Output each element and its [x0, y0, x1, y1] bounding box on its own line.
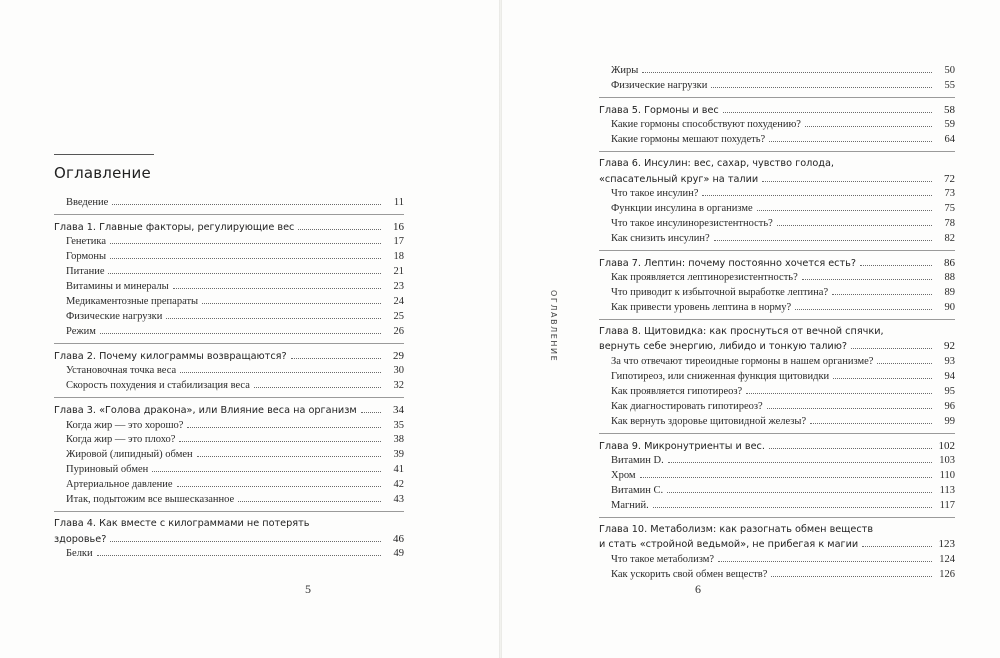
- page-ref: 94: [944, 370, 955, 382]
- page-ref: 46: [393, 532, 404, 545]
- chapter-entry[interactable]: [54, 349, 404, 365]
- page-ref: 38: [393, 434, 404, 446]
- toc-section: [599, 157, 955, 251]
- right-toc: [599, 64, 955, 590]
- right-page: [502, 0, 1000, 658]
- subsection-title: Как вернуть здоровье щитовидной железы?: [611, 415, 807, 427]
- chapter-title: Глава 9. Микронутриенты и вес.: [599, 440, 765, 452]
- chapter-title: и стать «стройной ведьмой», не прибегая к магии: [599, 539, 859, 551]
- dot-leader: [177, 486, 382, 487]
- chapter-entry[interactable]: [599, 439, 955, 455]
- subsection-title: Белки: [66, 548, 93, 559]
- dot-leader: [254, 387, 381, 388]
- subsection-title: Медикаментозные препараты: [66, 296, 199, 308]
- dot-leader: [762, 181, 932, 182]
- subsection-entry[interactable]: [54, 325, 404, 340]
- dot-leader: [112, 204, 381, 205]
- toc-section: [599, 523, 955, 586]
- page-ref: 11: [393, 197, 404, 208]
- dot-leader: [298, 229, 381, 230]
- subsection-title: Какие гормоны мешают похудеть?: [611, 134, 766, 146]
- subsection-title: Что приводит к избыточной выработке лептина?: [611, 287, 829, 299]
- subsection-entry[interactable]: [54, 265, 404, 280]
- subsection-entry[interactable]: [599, 133, 955, 148]
- dot-leader: [110, 243, 381, 244]
- heading-rule: [54, 154, 154, 155]
- subsection-title: Функции инсулина в организме: [611, 203, 753, 215]
- page-ref: 18: [393, 251, 404, 263]
- page-ref: 86: [944, 256, 955, 269]
- dot-leader: [653, 507, 932, 508]
- page-ref: 96: [944, 400, 955, 412]
- page-ref: 23: [393, 281, 404, 293]
- toc-section: [54, 403, 404, 512]
- intro-title: Введение: [66, 197, 109, 208]
- page-ref: 82: [944, 232, 955, 244]
- subsection-title: Физические нагрузки: [611, 79, 708, 91]
- subsection-entry[interactable]: [599, 499, 955, 514]
- chapter-entry[interactable]: [54, 532, 404, 548]
- subsection-title: Витамин D.: [611, 455, 664, 466]
- chapter-entry[interactable]: [54, 403, 404, 419]
- dot-leader: [179, 441, 381, 442]
- toc-section-intro: [54, 196, 404, 215]
- subsection-title: Как проявляется гипотиреоз?: [611, 385, 743, 397]
- page-ref: 103: [939, 455, 955, 466]
- page-number-left: 5: [305, 582, 311, 596]
- page-ref: 92: [944, 340, 955, 353]
- page-ref: 41: [393, 464, 404, 476]
- page-ref: 17: [393, 236, 404, 248]
- subsection-entry[interactable]: [54, 448, 404, 463]
- subsection-title: Артериальное давление: [66, 479, 173, 491]
- page-ref: 95: [944, 385, 955, 397]
- dot-leader: [723, 112, 932, 113]
- subsection-entry[interactable]: [599, 64, 955, 79]
- page-ref: 102: [938, 439, 955, 452]
- page-ref: 21: [393, 266, 404, 278]
- dot-leader: [642, 72, 932, 73]
- subsection-title: За что отвечают тиреоидные гормоны в нашем организме?: [611, 355, 874, 367]
- subsection-title: Жировой (липидный) обмен: [66, 449, 193, 461]
- chapter-title-line: Глава 10. Метаболизм: как разогнать обмен веществ: [599, 523, 874, 535]
- dot-leader: [187, 427, 381, 428]
- intro-entry[interactable]: [54, 196, 404, 211]
- subsection-title: Жиры: [611, 65, 639, 76]
- subsection-title: Гормоны: [66, 251, 107, 263]
- dot-leader: [746, 393, 932, 394]
- dot-leader: [851, 348, 932, 349]
- dot-leader: [197, 456, 381, 457]
- subsection-entry[interactable]: [54, 364, 404, 379]
- chapter-title-line: Глава 6. Инсулин: вес, сахар, чувство голода,: [599, 158, 834, 170]
- dot-leader: [152, 471, 381, 472]
- dot-leader: [202, 303, 381, 304]
- dot-leader: [180, 372, 381, 373]
- page-ref: 113: [939, 484, 955, 496]
- subsection-title: Когда жир — это плохо?: [66, 434, 176, 446]
- subsection-title: Установочная точка веса: [66, 365, 177, 377]
- page-ref: 73: [944, 188, 955, 200]
- page-ref: 93: [944, 355, 955, 367]
- chapter-entry[interactable]: [599, 339, 955, 355]
- dot-leader: [718, 561, 932, 562]
- chapter-title: Глава 1. Главные факторы, регулирующие вес: [54, 221, 295, 233]
- chapter-title-line: Глава 8. Щитовидка: как проснуться от вечной спячки,: [599, 325, 884, 337]
- dot-leader: [110, 258, 381, 259]
- dot-leader: [832, 294, 932, 295]
- chapter-title: Глава 2. Почему килограммы возвращаются?: [54, 350, 287, 362]
- subsection-entry[interactable]: [54, 478, 404, 493]
- dot-leader: [110, 541, 381, 542]
- page-ref: 78: [944, 217, 955, 229]
- subsection-title: Витамин С.: [611, 484, 664, 496]
- dot-leader: [795, 309, 932, 310]
- subsection-title: Как диагностировать гипотиреоз?: [611, 400, 763, 412]
- page-ref: 16: [393, 220, 404, 233]
- dot-leader: [802, 279, 932, 280]
- subsection-title: Что такое инсулин?: [611, 188, 699, 200]
- subsection-title: Скорость похудения и стабилизация веса: [66, 380, 250, 392]
- subsection-entry[interactable]: [599, 454, 955, 469]
- dot-leader: [862, 546, 932, 547]
- chapter-entry[interactable]: [599, 537, 955, 553]
- page-ref: 58: [944, 103, 955, 116]
- page-ref: 34: [393, 404, 404, 417]
- chapter-title: Глава 3. «Голова дракона», или Влияние веса на организм: [54, 405, 357, 417]
- subsection-title: Итак, подытожим все вышесказанное: [66, 494, 235, 506]
- subsection-entry[interactable]: [599, 469, 955, 484]
- subsection-entry[interactable]: [599, 118, 955, 133]
- dot-leader: [877, 363, 932, 364]
- dot-leader: [771, 576, 932, 577]
- subsection-entry[interactable]: [599, 385, 955, 400]
- page-ref: 99: [944, 415, 955, 427]
- dot-leader: [757, 210, 932, 211]
- subsection-title: Как привести уровень лептина в норму?: [611, 302, 792, 314]
- page-ref: 30: [393, 365, 404, 377]
- subsection-entry[interactable]: [599, 400, 955, 415]
- page-ref: 59: [944, 119, 955, 131]
- running-head: ОГЛАВЛЕНИЕ: [549, 290, 558, 363]
- subsection-title: Как проявляется лептинорезистентность?: [611, 272, 798, 284]
- page-ref: 24: [393, 296, 404, 308]
- chapter-entry[interactable]: [599, 256, 955, 272]
- subsection-entry[interactable]: [599, 484, 955, 499]
- subsection-title: Как ускорить свой обмен веществ?: [611, 568, 768, 580]
- subsection-entry[interactable]: [54, 433, 404, 448]
- page-ref: 32: [393, 380, 404, 392]
- dot-leader: [769, 141, 932, 142]
- subsection-entry[interactable]: [599, 568, 955, 583]
- dot-leader: [166, 318, 381, 319]
- subsection-entry[interactable]: [599, 370, 955, 385]
- page-ref: 25: [393, 310, 404, 322]
- subsection-entry[interactable]: [599, 232, 955, 247]
- toc-section: [599, 103, 955, 152]
- subsection-entry[interactable]: [599, 187, 955, 202]
- subsection-title: Хром: [611, 469, 636, 481]
- page-ref: 35: [393, 419, 404, 431]
- subsection-entry[interactable]: [599, 355, 955, 370]
- page-ref: 29: [393, 349, 404, 362]
- subsection-entry[interactable]: [599, 553, 955, 568]
- chapter-title: Глава 5. Гормоны и вес: [599, 104, 719, 116]
- subsection-title: Витамины и минералы: [66, 281, 169, 293]
- subsection-entry[interactable]: [54, 280, 404, 295]
- dot-leader: [640, 477, 932, 478]
- dot-leader: [711, 87, 932, 88]
- subsection-entry[interactable]: [599, 202, 955, 217]
- subsection-entry[interactable]: [599, 217, 955, 232]
- toc-section: [54, 517, 404, 565]
- page-ref: 75: [944, 203, 955, 215]
- toc-section: [599, 256, 955, 320]
- dot-leader: [238, 501, 381, 502]
- toc-heading: Оглавление: [54, 164, 151, 182]
- dot-leader: [667, 492, 932, 493]
- page-ref: 50: [944, 65, 955, 76]
- subsection-title: Физические нагрузки: [66, 310, 163, 322]
- page-ref: 39: [393, 449, 404, 461]
- dot-leader: [97, 555, 381, 556]
- dot-leader: [108, 273, 381, 274]
- page-ref: 42: [393, 479, 404, 491]
- page-ref: 124: [939, 553, 955, 565]
- subsection-title: Генетика: [66, 236, 107, 248]
- subsection-title: Магний.: [611, 499, 649, 511]
- page-ref: 89: [944, 287, 955, 299]
- subsection-title: Гипотиреоз, или сниженная функция щитовидки: [611, 370, 830, 382]
- dot-leader: [291, 358, 381, 359]
- subsection-entry[interactable]: [54, 547, 404, 562]
- subsection-entry[interactable]: [599, 301, 955, 316]
- subsection-entry[interactable]: [599, 415, 955, 430]
- page-number-right: 6: [695, 582, 701, 596]
- subsection-title: Питание: [66, 266, 105, 278]
- dot-leader: [361, 412, 381, 413]
- subsection-title: Какие гормоны способствуют похудению?: [611, 119, 801, 131]
- toc-section: [599, 439, 955, 518]
- dot-leader: [668, 462, 932, 463]
- toc-section: [54, 220, 404, 344]
- toc-section: [599, 325, 955, 434]
- chapter-title: здоровье?: [54, 533, 107, 545]
- chapter-entry[interactable]: [599, 103, 955, 119]
- subsection-entry[interactable]: [54, 310, 404, 325]
- page-ref: 26: [393, 325, 404, 337]
- page-ref: 117: [939, 499, 955, 511]
- chapter-title-line: Глава 4. Как вместе с килограммами не потерять: [54, 518, 310, 529]
- chapter-title: «спасательный круг» на талии: [599, 173, 759, 185]
- subsection-title: Что такое метаболизм?: [611, 553, 715, 565]
- subsection-entry[interactable]: [599, 286, 955, 301]
- page-ref: 55: [944, 79, 955, 91]
- subsection-entry[interactable]: [599, 271, 955, 286]
- dot-leader: [100, 333, 381, 334]
- subsection-entry[interactable]: [599, 79, 955, 94]
- dot-leader: [173, 288, 381, 289]
- subsection-title: Когда жир — это хорошо?: [66, 419, 184, 431]
- subsection-entry[interactable]: [54, 493, 404, 508]
- dot-leader: [777, 225, 932, 226]
- dot-leader: [860, 265, 932, 266]
- dot-leader: [702, 195, 932, 196]
- dot-leader: [767, 408, 932, 409]
- subsection-entry[interactable]: [54, 463, 404, 478]
- page-ref: 43: [393, 494, 404, 506]
- subsection-title: Режим: [66, 325, 96, 337]
- chapter-entry[interactable]: [54, 220, 404, 236]
- subsection-title: Пуриновый обмен: [66, 464, 149, 476]
- toc-section-continued: [599, 64, 955, 98]
- page-ref: 49: [393, 548, 404, 559]
- page-ref: 64: [944, 134, 955, 146]
- subsection-entry[interactable]: [54, 419, 404, 434]
- page-ref: 88: [944, 272, 955, 284]
- subsection-entry[interactable]: [54, 379, 404, 394]
- dot-leader: [833, 378, 932, 379]
- page-ref: 123: [938, 538, 955, 551]
- toc-section: [54, 349, 404, 398]
- dot-leader: [810, 423, 932, 424]
- page-ref: 110: [939, 469, 955, 481]
- dot-leader: [769, 448, 932, 449]
- subsection-entry[interactable]: [54, 295, 404, 310]
- subsection-entry[interactable]: [54, 235, 404, 250]
- subsection-entry[interactable]: [54, 250, 404, 265]
- chapter-title: Глава 7. Лептин: почему постоянно хочется есть?: [599, 257, 857, 269]
- page-ref: 126: [939, 568, 955, 580]
- page-ref: 72: [944, 172, 955, 185]
- subsection-title: Что такое инсулинорезистентность?: [611, 217, 773, 229]
- subsection-title: Как снизить инсулин?: [611, 232, 710, 244]
- chapter-entry[interactable]: [599, 172, 955, 188]
- left-toc: [54, 196, 404, 570]
- dot-leader: [805, 126, 932, 127]
- page-ref: 90: [944, 302, 955, 314]
- chapter-title: вернуть себе энергию, либидо и тонкую талию?: [599, 341, 848, 353]
- dot-leader: [714, 240, 932, 241]
